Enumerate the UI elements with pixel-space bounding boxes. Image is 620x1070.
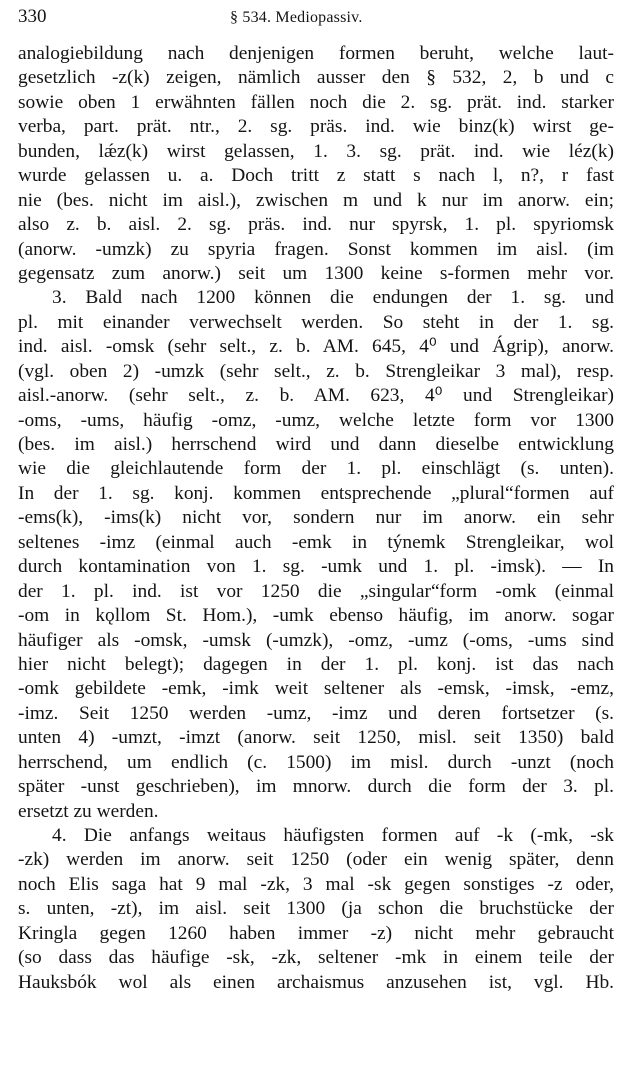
text-line: wurde gelassen u. a. Doch tritt z statt s nach l, n?, r fast [18,165,614,187]
text-line: noch Elis saga hat 9 mal -zk, 3 mal -sk gegen sonstiges -z oder, [18,873,614,895]
text-line: bunden, lǽz(k) wirst gelassen, 1. 3. sg. prät. ind. wie léz(k) [18,140,614,162]
text-line: der 1. pl. ind. ist vor 1250 die „singular“form -omk (einmal [18,580,614,602]
text-line: In der 1. sg. konj. kommen entsprechende „plural“formen auf [18,482,614,504]
text-line: analogiebildung nach denjenigen formen beruht, welche laut- [18,43,614,64]
text-line: s. unten, -zt), im aisl. seit 1300 (ja schon die bruchstücke der [18,898,614,920]
text-line: -omk gebildete -emk, -imk weit seltener als -emsk, -imsk, -emz, [18,678,614,700]
text-line: -imz. Seit 1250 werden -umz, -imz und deren fortsetzer (s. [18,702,614,724]
text-line: sowie oben 1 erwähnten fällen noch die 2. sg. prät. ind. starker [18,91,614,113]
paragraph-start-line: 4. Die anfangs weitaus häufigsten formen auf -k (-mk, -sk [52,825,614,846]
text-line: Hauksbók wol als einen archaismus anzusehen ist, vgl. Hb. [18,971,614,993]
paragraph-end-line: ersetzt zu werden. [18,800,159,822]
text-line: Kringla gegen 1260 haben immer -z) nicht mehr gebraucht [18,922,614,944]
text-line: verba, part. prät. ntr., 2. sg. präs. ind. wie binz(k) wirst ge- [18,116,614,138]
text-line: ind. aisl. -omsk (sehr selt., z. b. AM. 645, 4⁰ und Ágrip), anorw. [18,336,614,358]
text-line: seltenes -imz (einmal auch -emk in týnemk Strengleikar, wol [18,531,614,553]
text-line: (anorw. -umzk) zu spyria fragen. Sonst kommen im aisl. (im [18,238,614,260]
page-number: 330 [18,6,47,27]
text-line: -oms, -ums, häufig -omz, -umz, welche letzte form vor 1300 [18,409,614,431]
text-line: gesetzlich -z(k) zeigen, nämlich ausser den § 532, 2, b und c [18,67,614,89]
text-line: pl. mit einander verwechselt werden. So steht in der 1. sg. [18,311,614,333]
text-line: (bes. im aisl.) herrschend wird und dann dieselbe entwicklung [18,434,614,455]
text-line: unten 4) -umzt, -imzt (anorw. seit 1250, misl. seit 1350) bald [18,727,614,749]
text-line: aisl.-anorw. (sehr selt., z. b. AM. 623, 4⁰ und Strengleikar) [18,385,614,407]
text-line: wie die gleichlautende form der 1. pl. einschlägt (s. unten). [18,458,614,480]
text-line: hier nicht belegt); dagegen in der 1. pl. konj. ist das nach [18,653,614,675]
text-line: nie (bes. nicht im aisl.), zwischen m und k nur im anorw. ein; [18,189,614,211]
text-line: später -unst geschrieben), im mnorw. durch die form der 3. pl. [18,776,614,798]
page-header [18,6,614,30]
text-line: durch kontamination von 1. sg. -umk und 1. pl. -imsk). — In [18,556,614,578]
text-line: -ems(k), -ims(k) nicht vor, sondern nur im anorw. ein sehr [18,507,614,529]
text-line: -om in kǫllom St. Hom.), -umk ebenso häufig, im anorw. sogar [18,605,614,627]
text-line: -zk) werden im anorw. seit 1250 (oder ein wenig später, denn [18,849,614,871]
text-line: herrschend, um endlich (c. 1500) im misl. durch -unzt (noch [18,751,614,773]
running-head: § 534. Mediopassiv. [230,9,363,26]
paragraph-start-line: 3. Bald nach 1200 können die endungen der 1. sg. und [52,287,614,309]
text-line: (so dass das häufige -sk, -zk, seltener -mk in einem teile der [18,947,614,969]
text-line: häufiger als -omsk, -umsk (-umzk), -omz, -umz (-oms, -ums sind [18,629,614,651]
text-line: gegensatz zum anorw.) seit um 1300 keine s-formen mehr vor. [18,262,614,284]
text-line: (vgl. oben 2) -umzk (sehr selt., z. b. Strengleikar 3 mal), resp. [18,360,614,382]
body-text [18,42,614,995]
text-line: also z. b. aisl. 2. sg. präs. ind. nur spyrsk, 1. pl. spyriomsk [18,214,614,236]
